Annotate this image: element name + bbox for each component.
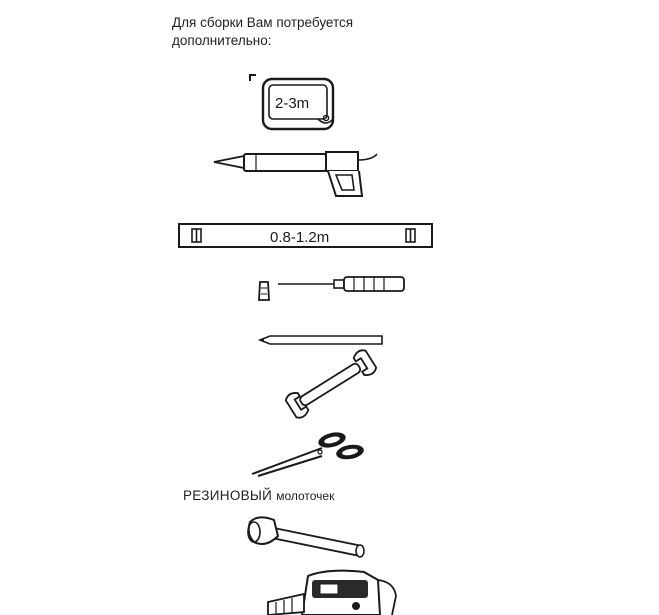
spirit-level-icon: [178, 222, 434, 250]
spirit-level-label: 0.8-1.2m: [270, 229, 330, 246]
required-tools-heading: [172, 14, 452, 50]
heading-line-1: Для сборки Вам потребуется: [172, 15, 354, 30]
tape-measure-icon: [246, 75, 346, 131]
pencil-icon: [258, 334, 386, 346]
caption-lower: молоточек: [276, 489, 335, 503]
scissors-icon: [250, 426, 368, 478]
heading-line-2: дополнительно:: [172, 33, 272, 48]
caption-caps: РЕЗИНОВЫЙ: [183, 488, 273, 503]
screw-anchor-icon: [259, 282, 269, 300]
drill-icon: [268, 566, 418, 615]
rubber-mallet-icon: [244, 514, 374, 564]
tape-measure-label: 2-3m: [275, 95, 310, 112]
screwdriver-icon: [254, 274, 410, 308]
wrench-icon: [282, 358, 380, 410]
caulking-gun-icon: [212, 144, 384, 202]
rubber-mallet-caption: [183, 487, 334, 505]
